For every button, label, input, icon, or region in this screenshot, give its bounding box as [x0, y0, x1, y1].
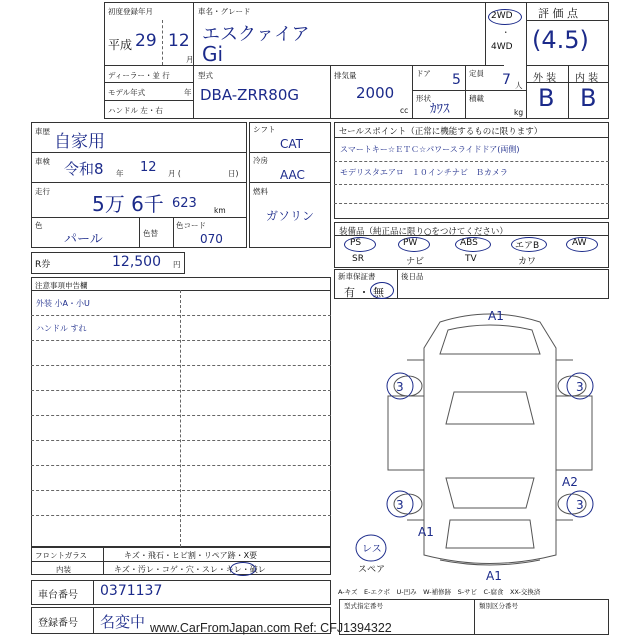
- front-glass-options: キズ・飛石・ヒビ割・リペア跡・X要: [124, 551, 258, 560]
- later-label: 後日品: [401, 272, 424, 281]
- notes-title: 注意事項申告欄: [35, 281, 88, 290]
- displacement-label: 排気量: [334, 71, 357, 80]
- reg: 名変中: [100, 613, 146, 631]
- equip-leather: カワ: [518, 257, 537, 267]
- interior-grade: B: [580, 84, 597, 112]
- color-label: 色: [35, 221, 43, 230]
- category-label: 車歴: [35, 127, 50, 136]
- damage-mark-fr: 3: [576, 380, 584, 394]
- color-code: 070: [200, 232, 223, 246]
- handle-label: ハンドル 左・右: [108, 106, 163, 115]
- first-reg-year: 29: [135, 31, 157, 51]
- interior-cond-label: 内装: [56, 565, 71, 574]
- grade: Gi: [202, 42, 224, 66]
- damage-mark-bottom: A1: [486, 569, 502, 583]
- car-name-label: 車名・グレード: [198, 7, 251, 16]
- watermark: www.CarFromJapan.com Ref: CFJ1394322: [150, 621, 392, 635]
- equip-navi: ナビ: [406, 257, 425, 267]
- sales-point-2: モデリスタエアロ １０インチナビ Ｂカメラ: [340, 168, 508, 177]
- class-label: 類別区分番号: [479, 602, 518, 610]
- mileage-big: 5万 6千: [92, 192, 164, 216]
- year-unit: 年: [184, 88, 192, 97]
- form-label: 型式指定番号: [344, 602, 383, 610]
- fuel: ガソリン: [266, 209, 315, 223]
- score: (4.5): [532, 26, 589, 54]
- chassis-label: 車台番号: [38, 590, 78, 601]
- inspection-label: 車検: [35, 157, 50, 166]
- inspection-month-unit: 月 (: [168, 169, 181, 178]
- recycle: 12,500: [112, 254, 161, 270]
- legend: A-キズ E-エクボ U-凹み W-補修跡 S-サビ C-腐食 XX-交換済: [338, 588, 541, 596]
- capacity-label: 定員: [469, 69, 484, 78]
- car-body-outline: [424, 314, 556, 564]
- mileage-label: 走行: [35, 187, 50, 196]
- damage-mark-top: A1: [488, 309, 504, 323]
- equip-tv: TV: [465, 254, 477, 264]
- color-no-label: 色替: [143, 229, 158, 238]
- shape: ｶﾜｽ: [430, 102, 450, 117]
- recycle-label: R券: [35, 260, 51, 270]
- fuel-label: 燃料: [253, 187, 268, 196]
- color: パール: [64, 232, 103, 247]
- inspection-era: 令和8: [64, 160, 104, 178]
- person-unit: 人: [515, 81, 523, 90]
- note-1: 外装 小A・小U: [36, 299, 90, 308]
- first-reg-label: 初度登録年月: [108, 7, 153, 16]
- yen-unit: 円: [173, 260, 181, 269]
- warranty-title: 新車保証書: [338, 272, 376, 281]
- equip-sr: SR: [352, 254, 364, 264]
- category: 自家用: [54, 132, 105, 152]
- interior-label: 内 装: [575, 73, 599, 84]
- doors: 5: [452, 72, 461, 88]
- score-label: 評 価 点: [538, 7, 578, 20]
- sales-point-1: スマートキー☆ＥＴＣ☆パワースライドドア(両側): [340, 145, 520, 154]
- cc-unit: cc: [400, 106, 409, 115]
- damage-mark-fl: 3: [396, 380, 404, 394]
- model-year-label: モデル年式: [108, 88, 146, 97]
- month-unit: 月: [186, 55, 194, 64]
- equip-ps: PS: [350, 238, 362, 248]
- kg-unit: kg: [514, 108, 524, 117]
- front-glass-label: フロントガラス: [35, 551, 88, 560]
- note-2: ハンドル すれ: [36, 324, 87, 333]
- exterior-label: 外 装: [533, 73, 557, 84]
- inspection-year-unit: 年: [116, 169, 124, 178]
- load-label: 積載: [469, 94, 484, 103]
- model-code: DBA-ZRR80G: [200, 86, 300, 104]
- inspection-month: 12: [140, 160, 157, 175]
- damage-mark-rr: 3: [576, 498, 584, 512]
- equip-pw: PW: [403, 238, 418, 248]
- door-label: ドア: [416, 69, 431, 78]
- car-name: エスクァイア: [202, 24, 310, 45]
- dealer-label: ディーラー・並 行: [108, 71, 170, 80]
- model-label: 型式: [198, 71, 213, 80]
- spare-mark: レス: [362, 544, 382, 555]
- ac: AAC: [280, 168, 305, 182]
- exterior-grade: B: [538, 84, 555, 112]
- capacity: 7: [502, 72, 511, 88]
- interior-cond-options: キズ・汚レ・コゲ・穴・スレ・キレ・破レ: [114, 565, 266, 574]
- drive-4wd: 4WD: [491, 42, 513, 52]
- spare-label: スペア: [358, 565, 386, 575]
- sales-points-title: セールスポイント（正常に機能するものに限ります）: [339, 127, 543, 137]
- equip-airbag: エアB: [515, 241, 540, 251]
- displacement: 2000: [356, 84, 395, 102]
- warranty-value: 有 ・ 無: [344, 286, 384, 299]
- damage-mark-left: A1: [418, 525, 434, 539]
- equipment-title: 装備品（純正品に限り○をつけてください）: [339, 227, 508, 237]
- shift: CAT: [280, 137, 303, 151]
- ac-label: 冷房: [253, 156, 268, 165]
- first-reg-month: 12: [168, 31, 190, 51]
- mileage-small: 623: [172, 196, 197, 211]
- shift-label: シフト: [253, 125, 276, 134]
- chassis: 0371137: [100, 583, 163, 599]
- damage-mark-rl: 3: [396, 498, 404, 512]
- equip-aw: AW: [572, 238, 587, 248]
- reg-label: 登録番号: [38, 618, 78, 629]
- km-unit: km: [214, 206, 226, 215]
- first-reg-era: 平成: [108, 38, 133, 52]
- drive-2wd: 2WD: [491, 11, 513, 21]
- shape-label: 形状: [416, 94, 431, 103]
- damage-mark-right: A2: [562, 475, 578, 489]
- color-code-label: 色コード: [176, 221, 206, 230]
- equip-abs: ABS: [460, 238, 478, 248]
- inspection-day-unit: 日): [228, 169, 239, 178]
